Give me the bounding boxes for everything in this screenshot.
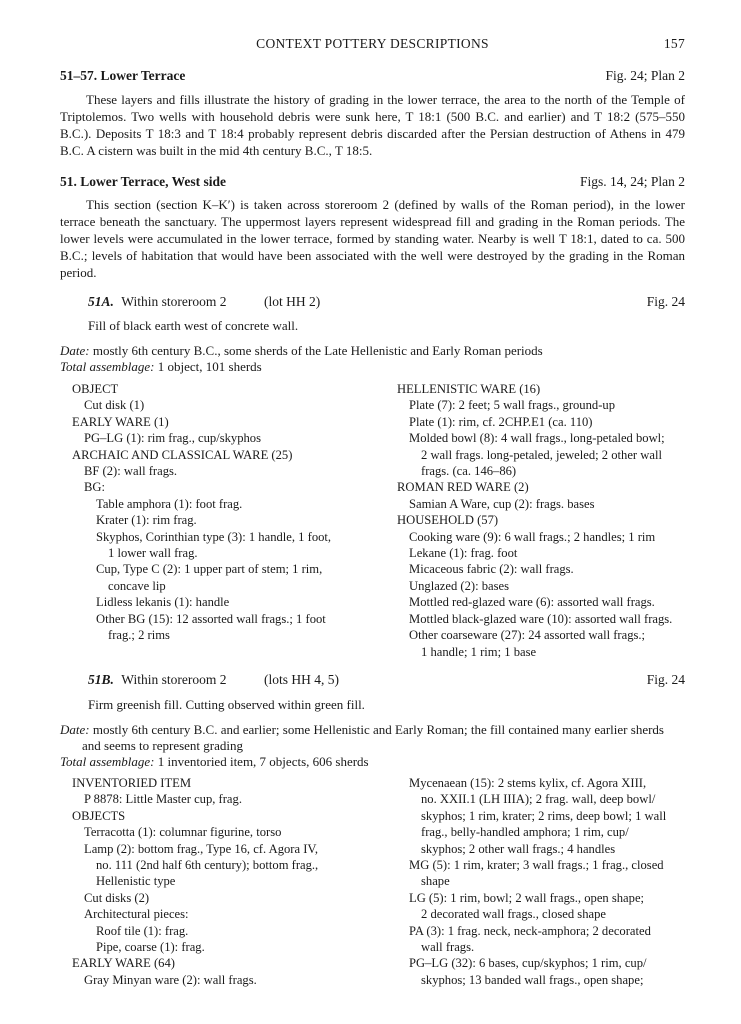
- category-heading: HELLENISTIC WARE (16): [397, 382, 541, 396]
- assemblage-entry: 2 decorated wall frags., closed shape: [421, 907, 606, 922]
- section-paragraph: This section (section K–K′) is taken across storeroom 2 (defined by walls of the Roman period), in the lower terrace beneath the sanctuary. The uppermost layers represent widespread fill and grading in the Roman periods. The lower levels were accumulated in the lower terrace, formed by standing water. Nearby is well T 18:1, dated to ca. 500 B.C.; levels of habitation that would have been associated with the well were destroyed by the grading in the Roman period.: [60, 197, 685, 280]
- assemblage-entry: Lamp (2): bottom frag., Type 16, cf. Agora IV,: [84, 841, 319, 856]
- assemblage-entry: Architectural pieces:: [84, 907, 189, 922]
- lot-location: Within storeroom 2: [121, 294, 227, 309]
- assemblage-entry: Lekane (1): frag. foot: [409, 546, 518, 561]
- assemblage-entry: PG–LG (32): 6 bases, cup/skyphos; 1 rim, cup/: [409, 956, 647, 971]
- assemblage-entry: Hellenistic type: [96, 874, 176, 889]
- assemblage-entry: PG–LG (1): rim frag., cup/skyphos: [84, 431, 261, 446]
- lot-total: [60, 754, 685, 770]
- assemblage-entry: Molded bowl (8): 4 wall frags., long-petaled bowl;: [409, 431, 665, 446]
- assemblage-entry: Mottled red-glazed ware (6): assorted wall frags.: [409, 595, 655, 610]
- lot-date: [60, 722, 685, 754]
- assemblage-entry: LG (5): 1 rim, bowl; 2 wall frags., open shape;: [409, 890, 645, 905]
- lot-total: [60, 359, 685, 375]
- category-heading: EARLY WARE (1): [72, 414, 169, 429]
- assemblage-entry: P 8878: Little Master cup, frag.: [84, 792, 242, 807]
- category-heading: OBJECT: [72, 382, 119, 396]
- lot-heading-51B: [88, 672, 685, 688]
- assemblage-entry: Plate (7): 2 feet; 5 wall frags., ground-up: [409, 398, 615, 413]
- total-label: Total assemblage:: [60, 754, 155, 769]
- assemblage-entry: shape: [421, 874, 450, 889]
- assemblage-entry: no. 111 (2nd half 6th century); bottom frag.,: [96, 858, 319, 873]
- assemblage-entry: Cooking ware (9): 6 wall frags.; 2 handles; 1 rim: [409, 529, 656, 544]
- assemblage-entry: 1 lower wall frag.: [108, 546, 198, 561]
- assemblage-entry: Terracotta (1): columnar figurine, torso: [84, 825, 282, 840]
- assemblage-entry: Micaceous fabric (2): wall frags.: [409, 562, 574, 577]
- running-head-title: CONTEXT POTTERY DESCRIPTIONS: [256, 36, 489, 51]
- lot-number: 51A.: [88, 294, 114, 309]
- assemblage-entry: skyphos; 13 banded wall frags., open shape;: [421, 972, 644, 987]
- category-heading: INVENTORIED ITEM: [72, 776, 192, 790]
- date-text: mostly 6th century B.C., some sherds of the Late Hellenistic and Early Roman periods: [92, 343, 543, 358]
- section-figure-ref: Fig. 24; Plan 2: [605, 68, 685, 83]
- category-heading: HOUSEHOLD (57): [397, 513, 499, 528]
- assemblage-entry: Plate (1): rim, cf. 2CHP.E1 (ca. 110): [409, 414, 593, 429]
- section-heading-51-57: [60, 68, 685, 84]
- section-title: 51. Lower Terrace, West side: [60, 174, 226, 189]
- total-label: Total assemblage:: [60, 359, 155, 374]
- lot-fill-description: Fill of black earth west of concrete wall.: [88, 318, 299, 333]
- assemblage-entry: PA (3): 1 frag. neck, neck-amphora; 2 decorated: [409, 923, 651, 938]
- assemblage-entry: Skyphos, Corinthian type (3): 1 handle, 1 foot,: [96, 529, 332, 544]
- assemblage-entry: skyphos; 1 rim, krater; 2 rims, deep bowl; 1 wall: [421, 808, 667, 823]
- date-text-continued: and seems to represent grading: [82, 738, 244, 753]
- category-heading: OBJECTS: [72, 808, 126, 823]
- lot-id: (lots HH 4, 5): [264, 672, 339, 687]
- category-heading: ARCHAIC AND CLASSICAL WARE (25): [72, 447, 293, 462]
- page-number: 157: [663, 36, 685, 51]
- section-heading-51: [60, 174, 685, 190]
- assemblage-entry: Mycenaean (15): 2 stems kylix, cf. Agora XIII,: [409, 776, 647, 790]
- assemblage-right-column: [397, 381, 687, 660]
- section-title: 51–57. Lower Terrace: [60, 68, 186, 83]
- running-head: [60, 36, 685, 54]
- lot-figure-ref: Fig. 24: [646, 294, 685, 309]
- lot-number: 51B.: [88, 672, 114, 687]
- assemblage-entry: BF (2): wall frags.: [84, 464, 178, 479]
- date-text: mostly 6th century B.C. and earlier; some Hellenistic and Early Roman; the fill contained many earlier sherds: [92, 722, 664, 737]
- assemblage-entry: Table amphora (1): foot frag.: [96, 496, 243, 511]
- assemblage-entry: wall frags.: [421, 940, 475, 955]
- assemblage-right-column: [397, 775, 687, 988]
- assemblage-entry: Cut disk (1): [84, 398, 145, 413]
- lot-location: Within storeroom 2: [121, 672, 227, 687]
- category-heading: EARLY WARE (64): [72, 956, 175, 971]
- assemblage-entry: Cup, Type C (2): 1 upper part of stem; 1 rim,: [96, 562, 323, 577]
- assemblage-entry: no. XXII.1 (LH IIIA); 2 frag. wall, deep bowl/: [421, 792, 656, 807]
- assemblage-entry: frag.; 2 rims: [108, 628, 170, 643]
- total-text: 1 object, 101 sherds: [157, 359, 262, 374]
- assemblage-entry: Other coarseware (27): 24 assorted wall frags.;: [409, 628, 646, 643]
- assemblage-left-column: [72, 381, 372, 644]
- assemblage-entry: MG (5): 1 rim, krater; 3 wall frags.; 1 frag., closed: [409, 858, 664, 873]
- date-label: Date:: [60, 343, 90, 358]
- section-figure-ref: Figs. 14, 24; Plan 2: [579, 174, 685, 189]
- assemblage-entry: Samian A Ware, cup (2): frags. bases: [409, 496, 595, 511]
- assemblage-entry: 1 handle; 1 rim; 1 base: [421, 644, 537, 659]
- lot-date: [60, 343, 685, 359]
- total-text: 1 inventoried item, 7 objects, 606 sherds: [157, 754, 369, 769]
- assemblage-entry: Unglazed (2): bases: [409, 578, 510, 593]
- assemblage-entry: Pipe, coarse (1): frag.: [96, 940, 205, 955]
- assemblage-entry: frag., belly-handled amphora; 1 rim, cup/: [421, 825, 629, 840]
- assemblage-entry: skyphos; 2 other wall frags.; 4 handles: [421, 841, 616, 856]
- assemblage-entry: Gray Minyan ware (2): wall frags.: [84, 972, 257, 987]
- assemblage-entry: Krater (1): rim frag.: [96, 513, 197, 528]
- category-heading: ROMAN RED WARE (2): [397, 480, 529, 495]
- assemblage-left-column: [72, 775, 372, 988]
- lot-figure-ref: Fig. 24: [646, 672, 685, 687]
- lot-id: (lot HH 2): [264, 294, 321, 309]
- assemblage-entry: Mottled black-glazed ware (10): assorted wall frags.: [409, 611, 673, 626]
- date-label: Date:: [60, 722, 90, 737]
- assemblage-entry: Cut disks (2): [84, 890, 150, 905]
- assemblage-entry: BG:: [84, 480, 105, 495]
- assemblage-entry: Roof tile (1): frag.: [96, 923, 189, 938]
- assemblage-entry: Lidless lekanis (1): handle: [96, 595, 230, 610]
- assemblage-entry: concave lip: [108, 578, 166, 593]
- assemblage-entry: frags. (ca. 146–86): [421, 464, 517, 479]
- lot-fill-description: Firm greenish fill. Cutting observed within green fill.: [88, 697, 365, 712]
- lot-heading-51A: [88, 294, 685, 310]
- section-paragraph: These layers and fills illustrate the history of grading in the lower terrace, the area to the north of the Temple of Triptolemos. Two wells with household debris were sunk here, T 18:1 (500 B.C. and earlier) and T 18:2 (575–550 B.C.). Deposits T 18:3 and T 18:4 probably represent debris discarded after the Persian destruction of Athens in 479 B.C. A cistern was built in the mid 4th century B.C., T 18:5.: [60, 92, 685, 158]
- assemblage-entry: Other BG (15): 12 assorted wall frags.; 1 foot: [96, 611, 326, 626]
- assemblage-entry: 2 wall frags. long-petaled, jeweled; 2 other wall: [421, 447, 662, 462]
